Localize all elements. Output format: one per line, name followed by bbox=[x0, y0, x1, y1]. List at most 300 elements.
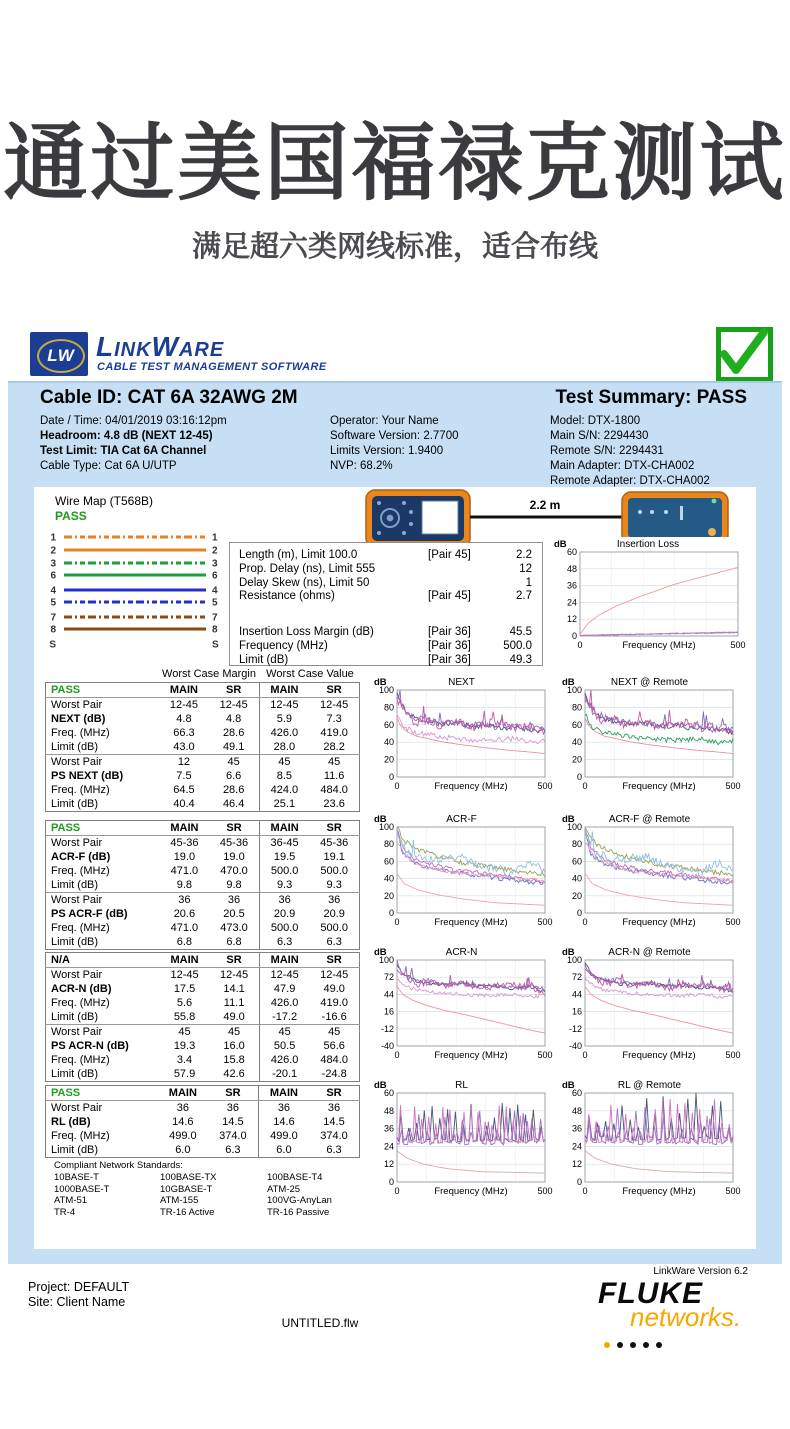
chart-y-tick: 0 bbox=[576, 1177, 582, 1187]
chart-y-tick: 0 bbox=[388, 772, 394, 782]
chart-x-tick-max: 500 bbox=[537, 1186, 553, 1196]
table-row bbox=[46, 1039, 360, 1053]
measurement-row bbox=[230, 639, 542, 653]
table-cell: Limit (dB) bbox=[51, 935, 99, 948]
chart-y-unit: dB bbox=[554, 539, 567, 550]
chart-y-tick: 48 bbox=[383, 1105, 394, 1116]
file-name-label: UNTITLED.flw bbox=[281, 1316, 359, 1330]
table-cell: 17.5 bbox=[173, 982, 196, 995]
table-cell: 16.0 bbox=[209, 1039, 259, 1053]
result-table bbox=[45, 820, 360, 950]
chart-y-tick: 12 bbox=[571, 1159, 582, 1170]
chart-y-tick: 80 bbox=[383, 839, 394, 850]
chart-x-tick-min: 0 bbox=[394, 917, 400, 927]
table-cell: Worst Pair bbox=[51, 836, 103, 849]
standards-title: Compliant Network Standards: bbox=[54, 1160, 183, 1171]
table-row bbox=[46, 726, 360, 740]
table-row bbox=[46, 1101, 360, 1116]
table-cell: MAIN bbox=[259, 821, 309, 836]
chart-x-tick-max: 500 bbox=[537, 781, 553, 791]
chart-x-tick-min: 0 bbox=[582, 917, 588, 927]
table-cell: 45 bbox=[160, 1025, 210, 1040]
standards-col3 bbox=[267, 1172, 332, 1218]
chart-title: ACR-F bbox=[446, 814, 477, 825]
measurement-value: 1 bbox=[525, 576, 532, 589]
info-line: Cable Type: Cat 6A U/UTP bbox=[40, 460, 177, 472]
table-cell: Worst Pair bbox=[51, 968, 103, 981]
table-cell: 19.3 bbox=[173, 1039, 196, 1052]
table-cell: 36 bbox=[327, 1101, 341, 1114]
table-cell: 471.0 bbox=[170, 864, 199, 877]
chart-series-limit bbox=[585, 1151, 733, 1173]
worst-case-margin-caption: Worst Case Margin bbox=[162, 668, 256, 680]
table-cell: 20.9 bbox=[273, 907, 296, 920]
wire-pin-left: 3 bbox=[50, 558, 56, 570]
measurement-pair: [Pair 45] bbox=[428, 590, 471, 603]
table-cell: 426.0 bbox=[270, 726, 299, 739]
chart-y-tick: 60 bbox=[571, 856, 582, 867]
table-cell: ACR-F (dB) bbox=[51, 850, 111, 863]
info-line: Model: DTX-1800 bbox=[550, 415, 641, 427]
measurement-label: Delay Skew (ns), Limit 50 bbox=[239, 576, 370, 589]
table-row bbox=[46, 797, 360, 812]
chart-x-tick-max: 500 bbox=[725, 917, 741, 927]
wire-pin-right: 6 bbox=[212, 570, 218, 582]
wire-pin-left: 4 bbox=[50, 585, 56, 597]
table-cell: 6.0 bbox=[175, 1143, 191, 1156]
table-cell: 424.0 bbox=[270, 783, 299, 796]
table-cell: SR bbox=[309, 821, 359, 836]
chart-y-tick: 20 bbox=[383, 890, 394, 901]
measurement-pair: [Pair 36] bbox=[428, 626, 471, 639]
table-cell: 499.0 bbox=[169, 1129, 197, 1142]
standard-item: 10BASE-T bbox=[54, 1172, 99, 1183]
chart-y-tick: 12 bbox=[383, 1159, 394, 1170]
table-cell: 28.6 bbox=[209, 726, 259, 740]
measurement-label: Insertion Loss Margin (dB) bbox=[239, 626, 374, 639]
table-row bbox=[46, 755, 360, 770]
site-label: Site: Client Name bbox=[28, 1295, 126, 1309]
chart-rl bbox=[370, 1078, 553, 1211]
chart-series-s2 bbox=[585, 1107, 733, 1144]
chart-x-tick-min: 0 bbox=[394, 1050, 400, 1060]
table-cell: 7.5 bbox=[176, 769, 192, 782]
table-cell: 43.0 bbox=[173, 740, 195, 753]
table-cell: 473.0 bbox=[209, 921, 259, 935]
table-cell: 36 bbox=[208, 1101, 259, 1116]
chart-y-tick: 20 bbox=[571, 754, 582, 765]
table-cell: 419.0 bbox=[320, 726, 348, 739]
table-cell: Worst Pair bbox=[46, 755, 160, 770]
table-cell: Limit (dB) bbox=[51, 1143, 99, 1156]
chart-y-tick: 48 bbox=[571, 1105, 582, 1116]
table-cell: 500.0 bbox=[270, 921, 299, 934]
chart-acrf bbox=[370, 812, 553, 942]
table-cell: MAIN bbox=[160, 953, 210, 968]
chart-y-tick: 100 bbox=[378, 955, 394, 965]
table-cell: 3.4 bbox=[176, 1053, 193, 1066]
cable-length-label: 2.2 m bbox=[529, 498, 561, 512]
table-cell: 12-45 bbox=[270, 968, 299, 981]
wire-pin-left: 5 bbox=[50, 597, 56, 609]
table-status: PASS bbox=[46, 821, 160, 836]
table-cell: 19.0 bbox=[209, 850, 259, 864]
chart-rl-remote bbox=[558, 1078, 741, 1211]
chart-x-tick-max: 500 bbox=[537, 1050, 553, 1060]
table-cell: 499.0 bbox=[270, 1129, 298, 1142]
chart-x-label: Frequency (MHz) bbox=[622, 640, 696, 651]
table-cell: 45-36 bbox=[170, 836, 199, 849]
chart-x-tick-min: 0 bbox=[582, 781, 588, 791]
table-cell: 28.2 bbox=[323, 740, 345, 753]
linkware-version-label: LinkWare Version 6.2 bbox=[653, 1266, 748, 1277]
table-row bbox=[46, 935, 360, 950]
chart-y-tick: 24 bbox=[383, 1141, 394, 1152]
chart-y-tick: 60 bbox=[383, 719, 394, 730]
standard-item: 10GBASE-T bbox=[160, 1183, 213, 1195]
worst-case-value-caption: Worst Case Value bbox=[266, 668, 354, 680]
chart-y-tick: 24 bbox=[566, 597, 577, 608]
table-cell: 36 bbox=[209, 893, 259, 908]
table-cell: 12 bbox=[159, 755, 209, 770]
wire-pin-right: 8 bbox=[212, 624, 218, 636]
info-line: Operator: Your Name bbox=[330, 415, 439, 427]
table-cell: 19.5 bbox=[273, 850, 296, 863]
cable-id-heading: Cable ID: CAT 6A 32AWG 2M bbox=[40, 387, 298, 408]
table-cell: Freq. (MHz) bbox=[51, 726, 110, 739]
chart-x-label: Frequency (MHz) bbox=[622, 1186, 696, 1197]
table-cell: 66.3 bbox=[173, 726, 195, 739]
table-cell: 25.1 bbox=[273, 797, 296, 810]
chart-y-tick: 16 bbox=[383, 1006, 394, 1017]
table-header-row bbox=[46, 1086, 360, 1101]
fluke-logo-text: FLUKE bbox=[598, 1277, 703, 1310]
table-cell: SR bbox=[209, 953, 259, 968]
table-cell: 49.0 bbox=[209, 1010, 259, 1025]
table-cell: 6.6 bbox=[209, 769, 259, 783]
table-cell: 6.3 bbox=[326, 935, 342, 948]
table-cell: 11.1 bbox=[209, 996, 259, 1010]
chart-y-tick: 60 bbox=[566, 547, 577, 557]
result-table bbox=[45, 682, 360, 812]
wire-pin-right: 2 bbox=[212, 545, 218, 557]
chart-y-tick: 0 bbox=[576, 908, 582, 918]
chart-y-tick: -40 bbox=[380, 1041, 394, 1051]
chart-insertion-loss bbox=[550, 537, 746, 665]
table-row bbox=[46, 1025, 360, 1040]
table-cell: NEXT (dB) bbox=[51, 712, 106, 725]
table-cell: 36 bbox=[277, 1101, 291, 1114]
table-row bbox=[46, 836, 360, 851]
info-line: Headroom: 4.8 dB (NEXT 12-45) bbox=[40, 430, 213, 442]
chart-y-tick: 36 bbox=[566, 580, 577, 591]
chart-x-tick-max: 500 bbox=[725, 1186, 741, 1196]
table-header-row bbox=[46, 821, 360, 836]
table-cell: -20.1 bbox=[272, 1067, 298, 1080]
wire-pin-left: 6 bbox=[50, 570, 56, 582]
table-cell: 6.3 bbox=[326, 1143, 342, 1156]
chart-title: NEXT @ Remote bbox=[610, 677, 689, 688]
wire-pin-left: S bbox=[49, 639, 56, 651]
chart-x-tick-min: 0 bbox=[394, 1186, 400, 1196]
info-line: Limits Version: 1.9400 bbox=[330, 445, 444, 457]
chart-series-s1 bbox=[397, 827, 545, 877]
table-cell: MAIN bbox=[259, 683, 309, 698]
chart-acrf-remote bbox=[558, 812, 741, 942]
wire-pin-left: 1 bbox=[50, 532, 56, 544]
table-cell: 374.0 bbox=[208, 1129, 259, 1143]
table-row bbox=[46, 783, 360, 797]
table-cell: 23.6 bbox=[323, 797, 345, 810]
table-cell: SR bbox=[208, 1086, 259, 1101]
wire-pin-right: 7 bbox=[212, 612, 218, 624]
chart-acrn bbox=[370, 945, 553, 1075]
standard-item: 100BASE-TX bbox=[160, 1172, 217, 1183]
chart-y-unit: dB bbox=[374, 947, 387, 958]
standards-col1 bbox=[54, 1172, 109, 1218]
standard-item: ATM-155 bbox=[160, 1195, 199, 1206]
chart-y-tick: 40 bbox=[383, 873, 394, 884]
table-cell: 9.3 bbox=[326, 878, 342, 891]
linkware-monogram-text: LW bbox=[47, 346, 75, 365]
measurement-label: Prop. Delay (ns), Limit 555 bbox=[239, 562, 376, 575]
chart-y-tick: -12 bbox=[380, 1023, 394, 1034]
chart-y-tick: 40 bbox=[383, 737, 394, 748]
checkmark-icon bbox=[712, 318, 772, 380]
chart-y-unit: dB bbox=[562, 947, 575, 958]
table-cell: 14.6 bbox=[172, 1115, 194, 1128]
chart-y-tick: 72 bbox=[383, 972, 394, 983]
chart-series-s2 bbox=[397, 691, 545, 732]
measurement-label: Resistance (ohms) bbox=[239, 590, 335, 603]
test-summary-heading: Test Summary: PASS bbox=[555, 387, 747, 408]
chart-y-tick: 80 bbox=[383, 702, 394, 713]
chart-y-tick: 0 bbox=[571, 631, 577, 641]
table-row bbox=[46, 1053, 360, 1067]
table-cell: 20.5 bbox=[209, 907, 259, 921]
chart-series-s3 bbox=[585, 1099, 733, 1143]
table-cell: Worst Pair bbox=[46, 1025, 160, 1040]
chart-title: ACR-F @ Remote bbox=[608, 814, 691, 825]
chart-x-label: Frequency (MHz) bbox=[434, 1050, 508, 1061]
table-row bbox=[46, 698, 360, 713]
wire-pin-left: 8 bbox=[50, 624, 56, 636]
page-title: 通过美国福禄克测试 bbox=[3, 116, 787, 210]
table-cell: ACR-N (dB) bbox=[51, 982, 112, 995]
info-line: Main S/N: 2294430 bbox=[550, 430, 649, 442]
table-cell: 500.0 bbox=[270, 864, 299, 877]
chart-next bbox=[370, 675, 553, 806]
chart-y-tick: 12 bbox=[566, 614, 577, 625]
table-cell: 36-45 bbox=[270, 836, 299, 849]
table-cell: 36 bbox=[259, 893, 309, 908]
info-line: Date / Time: 04/01/2019 03:16:12pm bbox=[40, 415, 227, 427]
chart-y-tick: 60 bbox=[571, 719, 582, 730]
chart-x-tick-min: 0 bbox=[582, 1050, 588, 1060]
chart-y-tick: 100 bbox=[566, 822, 582, 832]
table-row bbox=[46, 968, 360, 983]
table-cell: 19.1 bbox=[323, 850, 345, 863]
table-cell: 12-45 bbox=[270, 698, 299, 711]
chart-y-tick: 80 bbox=[571, 702, 582, 713]
table-cell: 64.5 bbox=[173, 783, 195, 796]
chart-y-tick: 40 bbox=[571, 873, 582, 884]
table-cell: 45 bbox=[259, 755, 309, 770]
table-cell: RL (dB) bbox=[51, 1115, 91, 1128]
fluke-logo-dots bbox=[604, 1335, 694, 1343]
chart-y-unit: dB bbox=[562, 814, 575, 825]
measurement-value: 45.5 bbox=[509, 626, 532, 639]
table-cell: 55.8 bbox=[173, 1010, 196, 1023]
chart-y-tick: 80 bbox=[571, 839, 582, 850]
table-cell: SR bbox=[309, 953, 359, 968]
chart-series-s1 bbox=[397, 693, 545, 733]
table-cell: 9.8 bbox=[209, 878, 259, 893]
wiremap-status: PASS bbox=[55, 509, 87, 523]
measurement-value: 500.0 bbox=[503, 640, 532, 652]
info-line: Remote S/N: 2294431 bbox=[550, 445, 664, 457]
measurement-label: Limit (dB) bbox=[239, 653, 289, 666]
table-cell: MAIN bbox=[159, 683, 209, 698]
table-cell: 7.3 bbox=[326, 712, 342, 725]
table-cell: -17.2 bbox=[272, 1010, 298, 1023]
table-cell: MAIN bbox=[259, 953, 309, 968]
chart-title: ACR-N bbox=[445, 947, 478, 958]
table-cell: 15.8 bbox=[209, 1053, 259, 1067]
table-cell: 5.9 bbox=[276, 712, 293, 725]
chart-y-tick: 60 bbox=[571, 1088, 582, 1098]
table-cell: 14.6 bbox=[273, 1115, 295, 1128]
report-info-col1 bbox=[40, 414, 227, 474]
chart-y-tick: 100 bbox=[566, 955, 582, 965]
measurements-box bbox=[229, 542, 543, 666]
table-cell: Worst Pair bbox=[51, 1101, 103, 1114]
chart-y-tick: 100 bbox=[566, 685, 582, 695]
table-row bbox=[46, 878, 360, 893]
table-row bbox=[46, 1067, 360, 1082]
table-cell: 45-36 bbox=[209, 836, 259, 851]
table-cell: 4.8 bbox=[176, 712, 192, 725]
table-row bbox=[46, 921, 360, 935]
table-cell: Limit (dB) bbox=[51, 878, 99, 891]
table-cell: PS ACR-F (dB) bbox=[51, 907, 128, 920]
chart-title: Insertion Loss bbox=[616, 539, 680, 550]
chart-y-unit: dB bbox=[374, 677, 387, 688]
info-line: Main Adapter: DTX-CHA002 bbox=[550, 460, 695, 472]
page-subtitle: 满足超六类网线标准，适合布线 bbox=[191, 231, 598, 263]
table-cell: Worst Pair bbox=[51, 698, 103, 711]
table-cell: 5.6 bbox=[176, 996, 193, 1009]
table-cell: 470.0 bbox=[209, 864, 259, 878]
table-cell: 14.5 bbox=[208, 1115, 259, 1129]
table-cell: 49.1 bbox=[209, 740, 259, 755]
chart-title: NEXT bbox=[448, 677, 475, 688]
chart-y-tick: 24 bbox=[571, 1141, 582, 1152]
wire-pin-right: 4 bbox=[212, 585, 218, 597]
table-cell: 471.0 bbox=[170, 921, 199, 934]
measurement-row bbox=[230, 589, 542, 603]
table-cell: 28.0 bbox=[273, 740, 296, 753]
table-cell: Limit (dB) bbox=[51, 1010, 99, 1023]
report-info-col2 bbox=[330, 414, 459, 474]
chart-series-s4 bbox=[585, 827, 733, 877]
chart-next-remote bbox=[558, 675, 741, 806]
table-status: PASS bbox=[46, 683, 160, 698]
table-cell: PS ACR-N (dB) bbox=[51, 1039, 129, 1052]
measurement-row bbox=[230, 653, 542, 667]
project-label: Project: DEFAULT bbox=[28, 1280, 130, 1294]
table-row bbox=[46, 1129, 360, 1143]
measurement-row bbox=[230, 548, 542, 562]
table-cell: Freq. (MHz) bbox=[51, 996, 110, 1009]
table-cell: Freq. (MHz) bbox=[51, 1053, 110, 1066]
measurement-pair: [Pair 36] bbox=[428, 640, 471, 652]
table-cell: 45 bbox=[209, 755, 259, 770]
wire-pin-right: S bbox=[212, 639, 219, 651]
measurement-label: Length (m), Limit 100.0 bbox=[239, 549, 358, 561]
standard-item: 100VG-AnyLan bbox=[267, 1195, 332, 1206]
info-line: Remote Adapter: DTX-CHA002 bbox=[550, 475, 710, 487]
chart-x-tick-max: 500 bbox=[725, 1050, 741, 1060]
table-cell: 20.9 bbox=[323, 907, 345, 920]
chart-series-limit bbox=[397, 873, 545, 905]
table-cell: 12-45 bbox=[209, 698, 259, 713]
table-row bbox=[46, 850, 360, 864]
chart-y-tick: 44 bbox=[383, 989, 394, 1000]
chart-series-limit bbox=[585, 986, 733, 1033]
chart-y-tick: 40 bbox=[571, 737, 582, 748]
table-cell: Limit (dB) bbox=[51, 797, 99, 810]
table-cell: 6.8 bbox=[209, 935, 259, 950]
chart-y-unit: dB bbox=[374, 1080, 387, 1091]
table-cell: 42.6 bbox=[209, 1067, 259, 1082]
chart-x-label: Frequency (MHz) bbox=[434, 1186, 508, 1197]
table-row bbox=[46, 907, 360, 921]
chart-x-label: Frequency (MHz) bbox=[622, 1050, 696, 1061]
table-cell: 374.0 bbox=[320, 1129, 348, 1142]
table-cell: 8.5 bbox=[276, 769, 293, 782]
chart-y-tick: 0 bbox=[388, 908, 394, 918]
chart-y-tick: 20 bbox=[383, 754, 394, 765]
table-cell: Limit (dB) bbox=[51, 740, 99, 753]
table-cell: 9.3 bbox=[276, 878, 293, 891]
chart-y-tick: 100 bbox=[378, 685, 394, 695]
chart-acrn-remote bbox=[558, 945, 741, 1075]
linkware-logo-name: LinkWare bbox=[96, 331, 225, 362]
table-cell: 9.8 bbox=[176, 878, 193, 891]
table-cell: 12-45 bbox=[169, 698, 198, 711]
table-cell: SR bbox=[209, 683, 259, 698]
table-row bbox=[46, 769, 360, 783]
chart-y-tick: -12 bbox=[568, 1023, 582, 1034]
table-cell: 500.0 bbox=[320, 864, 348, 877]
linkware-monogram bbox=[37, 339, 85, 373]
chart-y-tick: 48 bbox=[566, 563, 577, 574]
chart-series-limit bbox=[580, 567, 738, 634]
table-cell: 47.9 bbox=[273, 982, 296, 995]
standard-item: 1000BASE-T bbox=[54, 1183, 110, 1195]
measurement-value: 2.7 bbox=[516, 590, 532, 603]
measurement-row bbox=[230, 562, 542, 576]
table-row bbox=[46, 740, 360, 755]
table-row bbox=[46, 996, 360, 1010]
linkware-logo-tagline: CABLE TEST MANAGEMENT SOFTWARE bbox=[97, 361, 327, 373]
table-cell: 20.6 bbox=[173, 907, 196, 920]
chart-x-label: Frequency (MHz) bbox=[434, 781, 508, 792]
chart-y-tick: 0 bbox=[576, 772, 582, 782]
table-cell: Freq. (MHz) bbox=[51, 921, 110, 934]
chart-y-tick: 16 bbox=[571, 1006, 582, 1017]
